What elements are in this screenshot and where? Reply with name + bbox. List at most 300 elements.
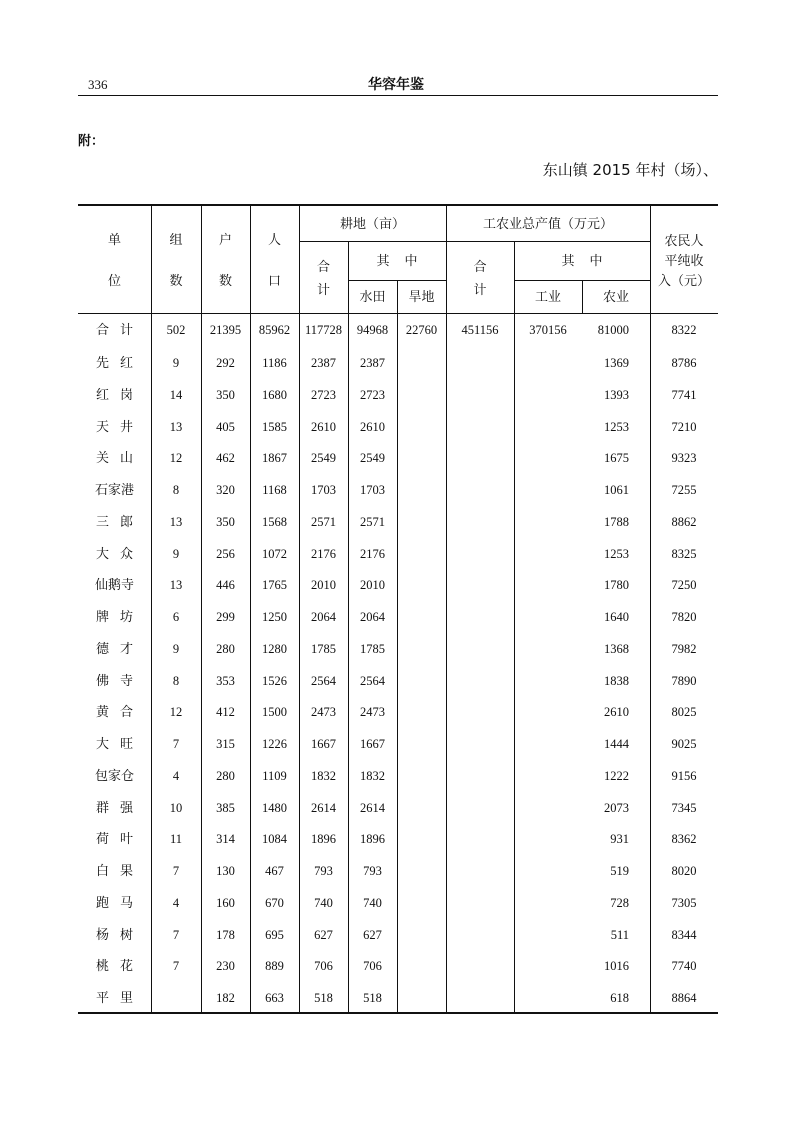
cell-dry-land [397,545,446,563]
cell-paddy: 2723 [360,387,385,402]
cell-agriculture: 1780 [604,578,629,593]
cell-dry-land [397,418,446,436]
cell-agriculture: 1640 [604,610,629,624]
cell-paddy: 2010 [360,578,385,593]
unit-name: 佛寺 [95,672,144,688]
cell-households: 178 [216,927,235,942]
unit-name: 石家港 [94,482,134,497]
cell-households: 462 [216,451,235,466]
unit-name: 黄合 [95,704,144,720]
header-farmland-total [299,243,348,313]
cell-industry [514,386,582,404]
cell-dry-land [397,354,446,372]
cell-industry [514,640,582,658]
cell-population: 1084 [262,832,287,847]
header-income [650,209,718,313]
header-paddy [348,281,397,313]
running-head: 华容年鉴 [368,77,424,93]
cell-farmland-total: 2610 [311,419,336,434]
cell-industry [514,926,582,944]
cell-population: 1526 [262,673,287,688]
cell-paddy: 2571 [360,514,385,529]
cell-households: 21395 [209,322,242,337]
table-row [0,386,793,404]
table-row [0,513,793,531]
unit-name: 包家仓 [94,767,134,783]
cell-farmland-total: 2571 [311,514,336,529]
table-row [0,926,793,944]
cell-agriculture: 931 [610,832,629,847]
cell-unit [78,418,151,436]
table-row [0,830,793,848]
cell-paddy: 94968 [356,322,389,337]
cell-output-total: 451156 [461,322,499,337]
cell-industry [514,989,582,1007]
cell-industry [514,576,582,594]
cell-agriculture: 1369 [604,356,629,370]
header-output-of-which [514,242,650,280]
cell-households: 299 [216,610,235,624]
header-population-label: 人口 [268,232,282,288]
cell-paddy: 2387 [360,356,385,370]
header-income-line: 入（元） [657,273,710,288]
unit-name: 平里 [95,990,144,1005]
cell-population: 1500 [262,705,287,720]
cell-farmland-total: 2549 [311,451,336,466]
cell-farmland-total: 2473 [311,705,336,720]
cell-population: 1072 [262,546,287,561]
cell-output-total [446,545,514,563]
header-paddy-label: 水田 [359,289,386,304]
cell-households: 350 [216,514,235,529]
cell-income: 8025 [671,705,697,720]
cell-groups: 502 [166,322,186,337]
cell-population: 1765 [262,578,287,593]
cell-output-total [446,735,514,753]
cell-population: 695 [265,927,284,942]
cell-output-total [446,830,514,848]
cell-agriculture: 1368 [604,641,629,656]
header-households-label: 户数 [219,232,233,288]
cell-households: 353 [216,673,235,688]
cell-agriculture: 2073 [604,800,629,815]
cell-unit [78,608,151,626]
cell-farmland-total: 2723 [311,387,336,402]
cell-income: 7250 [671,578,697,593]
cell-income: 7210 [671,419,697,434]
cell-groups: 12 [169,705,183,720]
cell-groups: 9 [172,356,180,370]
cell-groups [151,989,201,1007]
cell-unit [78,640,151,658]
cell-output-total [446,862,514,880]
header-agriculture [582,281,650,313]
cell-output-total [446,799,514,817]
cell-income: 8322 [671,322,697,337]
cell-agriculture: 519 [610,864,629,878]
cell-groups: 7 [172,737,180,751]
cell-households: 314 [216,832,235,847]
cell-income: 7305 [671,895,697,910]
unit-name: 桃花 [95,958,144,974]
cell-paddy: 1896 [360,832,385,847]
cell-industry [514,418,582,436]
table-row [0,545,793,563]
cell-groups: 9 [172,546,180,561]
cell-industry [514,830,582,848]
cell-groups: 4 [172,768,180,783]
table-row [0,672,793,690]
cell-income: 8362 [671,832,697,847]
cell-paddy: 1667 [360,737,385,751]
cell-groups: 13 [169,514,183,529]
cell-output-total [446,354,514,372]
cell-groups: 8 [172,483,180,497]
unit-name: 关山 [95,450,144,466]
cell-industry [514,894,582,912]
cell-paddy: 2564 [360,673,385,688]
header-output-total [446,243,514,313]
cell-paddy: 2176 [360,546,385,561]
cell-output-total [446,926,514,944]
cell-output-total [446,957,514,975]
cell-farmland-total: 2564 [311,673,336,688]
cell-population: 1280 [262,641,287,656]
cell-paddy: 1703 [360,483,385,497]
cell-population: 1480 [262,800,287,815]
table-row [0,608,793,626]
unit-name: 跑马 [95,894,144,910]
header-income-line: 农民人 [664,233,704,248]
cell-unit [78,894,151,912]
cell-paddy: 706 [363,959,382,974]
cell-farmland-total: 2064 [311,610,336,624]
cell-groups: 12 [169,451,183,466]
cell-industry [514,672,582,690]
cell-output-total [446,418,514,436]
cell-income: 7820 [671,610,697,624]
cell-unit [78,926,151,944]
unit-name: 仙鹅寺 [94,577,134,593]
unit-name: 天井 [95,418,144,434]
unit-name: 三郎 [95,513,144,529]
cell-groups: 7 [172,864,180,878]
cell-population: 85962 [258,322,291,337]
cell-output-total [446,672,514,690]
table-row [0,894,793,912]
cell-paddy: 2473 [360,705,385,720]
cell-dry-land [397,830,446,848]
cell-households: 130 [216,864,235,878]
cell-agriculture: 1788 [604,514,629,529]
cell-income: 9025 [671,737,697,751]
cell-farmland-total: 518 [314,991,333,1005]
cell-output-total [446,608,514,626]
cell-paddy: 793 [363,864,382,878]
cell-households: 320 [216,483,235,497]
cell-output-total [446,767,514,785]
table-row [0,957,793,975]
cell-agriculture: 1838 [604,673,629,688]
cell-industry [514,545,582,563]
header-output-of-which-label: 其中 [561,253,618,268]
cell-output-total [446,640,514,658]
cell-industry [514,862,582,880]
cell-population: 1226 [262,737,287,751]
unit-name: 白果 [95,863,144,878]
cell-unit [78,862,151,880]
cell-agriculture: 81000 [597,322,629,337]
cell-income: 7982 [671,641,697,656]
cell-agriculture: 511 [610,927,629,942]
header-population [250,207,299,313]
cell-dry-land [397,481,446,499]
cell-unit [78,703,151,721]
cell-output-total [446,894,514,912]
header-farmland-label: 耕地（亩） [339,215,405,231]
cell-income: 7740 [671,959,697,974]
cell-income: 7255 [671,483,697,497]
table-row [0,767,793,785]
cell-unit [78,576,151,594]
cell-unit [78,989,151,1007]
header-dry-land-label: 旱地 [408,289,435,304]
cell-households: 412 [216,705,235,720]
table-title: 东山镇 2015 年村（场）、 [542,161,718,179]
cell-agriculture: 1061 [604,483,629,497]
cell-dry-land [397,608,446,626]
cell-households: 256 [216,546,235,561]
unit-name: 荷叶 [95,831,144,847]
cell-income: 8862 [671,514,697,529]
cell-industry [514,354,582,372]
cell-dry-land [397,799,446,817]
cell-farmland-total: 793 [314,864,333,878]
cell-paddy: 1785 [360,641,385,656]
cell-groups: 11 [169,832,183,847]
cell-population: 663 [265,991,284,1005]
cell-paddy: 740 [363,895,382,910]
appendix-label: 附： [78,134,105,149]
cell-dry-land [397,862,446,880]
table-row [0,481,793,499]
cell-households: 160 [216,895,235,910]
cell-industry [514,513,582,531]
cell-industry [514,608,582,626]
cell-unit [78,545,151,563]
cell-population: 467 [265,864,284,878]
header-farmland [299,206,446,241]
unit-name: 大旺 [95,736,144,751]
table-row [0,354,793,372]
cell-groups: 8 [172,673,180,688]
cell-income: 8020 [671,864,697,878]
cell-paddy: 518 [363,991,382,1005]
cell-dry-land [397,576,446,594]
cell-agriculture: 1222 [604,768,629,783]
cell-households: 280 [216,768,235,783]
cell-farmland-total: 1896 [311,832,336,847]
cell-dry-land [397,989,446,1007]
page-number: 336 [88,77,108,92]
header-output [446,206,650,241]
header-farmland-of-which [348,242,446,280]
cell-income: 8864 [671,991,697,1005]
cell-groups: 14 [169,387,183,402]
cell-output-total [446,386,514,404]
cell-income: 7890 [671,673,697,688]
cell-population: 889 [265,959,284,974]
cell-groups: 9 [172,641,180,656]
cell-income: 8325 [671,546,697,561]
cell-population: 670 [265,895,284,910]
cell-farmland-total: 1703 [311,483,336,497]
header-income-label [658,231,710,291]
unit-name: 杨树 [95,926,144,942]
header-industry-label: 工业 [534,289,561,304]
cell-dry-land [397,703,446,721]
cell-paddy: 2614 [360,800,385,815]
cell-households: 280 [216,641,235,656]
cell-population: 1250 [262,610,287,624]
unit-name: 牌坊 [95,609,144,624]
cell-unit [78,830,151,848]
cell-farmland-total: 2010 [311,578,336,593]
cell-dry-land [397,386,446,404]
cell-paddy: 2610 [360,419,385,434]
table-bottom-rule [78,1012,718,1014]
cell-output-total [446,703,514,721]
cell-population: 1168 [262,483,287,497]
cell-output-total [446,449,514,467]
cell-industry [514,957,582,975]
cell-farmland-total: 2614 [311,800,336,815]
cell-agriculture: 1253 [604,419,629,434]
cell-unit [78,513,151,531]
table-row [0,576,793,594]
cell-output-total [446,513,514,531]
cell-groups: 13 [169,578,183,593]
table-row [0,989,793,1007]
cell-dry-land: 22760 [405,322,438,337]
cell-households: 230 [216,959,235,974]
cell-groups: 6 [172,610,180,624]
cell-income: 7741 [671,387,697,402]
cell-unit [78,449,151,467]
cell-agriculture: 618 [610,991,629,1005]
header-agriculture-label: 农业 [602,289,629,304]
header-output-total-label: 合计 [473,259,487,297]
cell-farmland-total: 2387 [311,356,336,370]
cell-income: 9156 [671,768,697,783]
table-row [0,862,793,880]
table-row [0,703,793,721]
cell-households: 315 [216,737,235,751]
cell-households: 292 [216,356,235,370]
table-row [0,449,793,467]
cell-industry [514,767,582,785]
cell-population: 1585 [262,419,287,434]
cell-farmland-total: 627 [314,927,333,942]
cell-farmland-total: 1667 [311,737,336,751]
cell-population: 1680 [262,387,287,402]
cell-groups: 4 [172,895,180,910]
cell-unit [78,386,151,404]
cell-agriculture: 1016 [604,959,629,974]
table-row [0,640,793,658]
cell-agriculture: 1393 [604,387,629,402]
header-unit [78,207,151,313]
cell-agriculture: 728 [610,895,629,910]
cell-industry [514,735,582,753]
table-row [0,735,793,753]
cell-farmland-total: 706 [314,959,333,974]
cell-paddy: 2549 [360,451,385,466]
cell-dry-land [397,926,446,944]
cell-industry [514,799,582,817]
cell-income: 8786 [671,356,697,370]
cell-output-total [446,481,514,499]
header-farmland-of-which-label: 其中 [376,253,433,268]
cell-unit [78,321,151,339]
cell-groups: 13 [169,419,183,434]
cell-dry-land [397,513,446,531]
cell-income: 7345 [671,800,697,815]
cell-farmland-total: 1785 [311,641,336,656]
cell-agriculture: 1675 [604,451,629,466]
cell-households: 405 [216,419,235,434]
cell-dry-land [397,957,446,975]
cell-dry-land [397,735,446,753]
cell-paddy: 2064 [360,610,385,624]
cell-dry-land [397,767,446,785]
cell-households: 385 [216,800,235,815]
table-row [0,321,793,339]
cell-dry-land [397,640,446,658]
table-row [0,799,793,817]
header-bottom-rule [78,313,718,314]
cell-households: 182 [216,991,235,1005]
cell-income: 8344 [671,927,697,942]
cell-unit [78,799,151,817]
cell-dry-land [397,672,446,690]
unit-name: 德才 [95,640,144,656]
cell-industry [514,703,582,721]
cell-dry-land [397,449,446,467]
cell-unit [78,481,151,499]
cell-paddy: 627 [363,927,382,942]
header-rule [78,95,718,96]
cell-unit [78,672,151,690]
header-output-label: 工农业总产值（万元） [482,215,613,231]
cell-output-total [446,989,514,1007]
cell-population: 1867 [262,451,287,466]
header-unit-label: 单位 [108,232,122,288]
cell-agriculture: 1253 [604,546,629,561]
cell-farmland-total: 117728 [304,322,343,337]
cell-dry-land [397,894,446,912]
cell-households: 446 [216,578,235,593]
cell-unit [78,957,151,975]
cell-groups: 10 [169,800,183,815]
header-farmland-total-label: 合计 [317,259,331,297]
cell-farmland-total: 740 [314,895,333,910]
unit-name: 先红 [95,355,144,370]
header-dry-land [397,281,446,313]
table-row [0,418,793,436]
cell-industry [514,449,582,467]
cell-population: 1109 [262,768,287,783]
